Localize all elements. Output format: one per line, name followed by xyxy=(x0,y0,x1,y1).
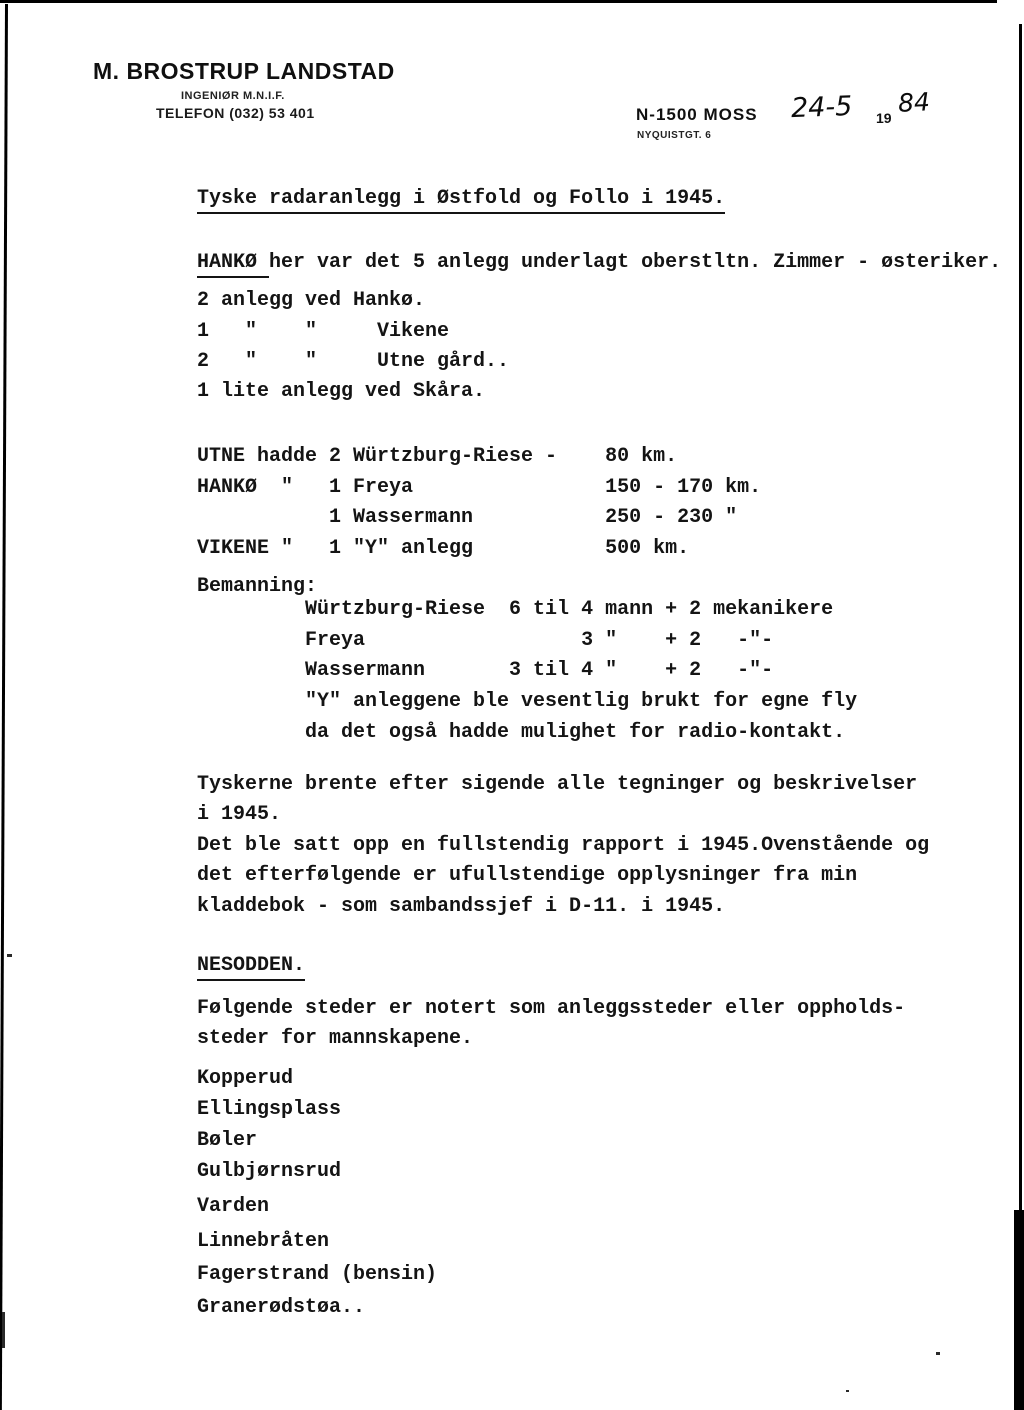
document-line xyxy=(197,576,317,598)
letterhead-name: M. BROSTRUP LANDSTAD xyxy=(93,58,395,84)
document-line xyxy=(197,835,929,857)
text: Linnebråten xyxy=(197,1230,330,1253)
document-line xyxy=(197,1130,257,1152)
document-line xyxy=(197,351,509,373)
text: i 1945. xyxy=(197,803,282,826)
text: Bøler xyxy=(197,1129,258,1152)
document-line xyxy=(197,1028,473,1050)
text: da det også hadde mulighet for radio-kontakt. xyxy=(197,721,846,744)
text: HANKØ " 1 Freya 150 - 170 km. xyxy=(197,476,762,499)
text: "Y" anleggene ble vesentlig brukt for egne fly xyxy=(197,690,858,713)
handwritten-day-month: 24-5 xyxy=(790,90,853,125)
document-line xyxy=(197,722,845,744)
scan-border-right xyxy=(1019,24,1022,1214)
underlined-text: Tyske radaranlegg i Østfold og Follo i 1945. xyxy=(197,187,725,214)
text: 1 " " Vikene xyxy=(197,320,450,343)
text: 2 " " Utne gård.. xyxy=(197,350,510,373)
underlined-text: HANKØ xyxy=(197,251,269,278)
document-line xyxy=(197,1297,365,1319)
text: Würtzburg-Riese 6 til 4 mann + 2 mekanikere xyxy=(197,598,834,621)
text: Fagerstrand (bensin) xyxy=(197,1263,438,1286)
text: 1 lite anlegg ved Skåra. xyxy=(197,380,486,403)
document-line xyxy=(197,477,761,499)
text: Tyskerne brente efter sigende alle tegninger og beskrivelser xyxy=(197,773,918,796)
scan-speck xyxy=(7,954,12,957)
text: Bemanning: xyxy=(197,575,318,598)
document-line xyxy=(197,998,905,1020)
document-line xyxy=(197,1161,341,1183)
document-line xyxy=(197,507,737,529)
document-line xyxy=(197,321,449,343)
text: Ellingsplass xyxy=(197,1098,342,1121)
handwritten-year: 84 xyxy=(897,87,931,118)
text: VIKENE " 1 "Y" anlegg 500 km. xyxy=(197,537,690,560)
scan-border-right-thick xyxy=(1014,1210,1024,1410)
text: Det ble satt opp en fullstendig rapport i 1945.Ovenstående og xyxy=(197,834,930,857)
document-line xyxy=(197,188,725,210)
document-line xyxy=(197,896,725,918)
document-line xyxy=(197,1196,269,1218)
document-line xyxy=(197,691,857,713)
document-line xyxy=(197,660,773,682)
document-line xyxy=(197,290,425,312)
printed-year-prefix: 19 xyxy=(876,110,892,126)
document-line xyxy=(197,538,689,560)
text: 2 anlegg ved Hankø. xyxy=(197,289,426,312)
text: Kopperud xyxy=(197,1067,294,1090)
letterhead-phone: TELEFON (032) 53 401 xyxy=(156,105,315,121)
document-line xyxy=(197,865,857,887)
document-line xyxy=(197,774,917,796)
document-line xyxy=(197,804,281,826)
document-line xyxy=(197,381,485,403)
text: her var det 5 anlegg underlagt oberstltn. Zimmer - østeriker. xyxy=(269,251,1002,274)
text: Varden xyxy=(197,1195,270,1218)
document-line xyxy=(197,955,305,977)
document-line xyxy=(197,599,833,621)
text: UTNE hadde 2 Würtzburg-Riese - 80 km. xyxy=(197,445,678,468)
document-line xyxy=(197,446,677,468)
address-city: N-1500 MOSS xyxy=(636,105,758,124)
text: Følgende steder er notert som anleggssteder eller oppholds- xyxy=(197,997,906,1020)
underlined-text: NESODDEN. xyxy=(197,954,305,981)
document-line xyxy=(197,1068,293,1090)
text: kladdebok - som sambandssjef i D-11. i 1945. xyxy=(197,895,726,918)
document-line xyxy=(197,630,773,652)
letterhead-title: INGENIØR M.N.I.F. xyxy=(181,90,285,102)
text: det efterfølgende er ufullstendige opplysninger fra min xyxy=(197,864,858,887)
text: Granerødstøa.. xyxy=(197,1296,366,1319)
scan-border-top xyxy=(0,0,997,3)
text: Wassermann 3 til 4 " + 2 -"- xyxy=(197,659,774,682)
document-line xyxy=(197,1099,341,1121)
text: steder for mannskapene. xyxy=(197,1027,474,1050)
scan-speck xyxy=(936,1352,940,1355)
scan-border-left xyxy=(0,4,8,1410)
address-street: NYQUISTGT. 6 xyxy=(637,130,712,141)
document-line xyxy=(197,1264,437,1286)
scan-speck xyxy=(2,1312,5,1348)
document-line xyxy=(197,252,1001,274)
text: Freya 3 " + 2 -"- xyxy=(197,629,774,652)
scan-speck xyxy=(846,1390,849,1392)
document-line xyxy=(197,1231,329,1253)
text: 1 Wassermann 250 - 230 " xyxy=(197,506,738,529)
text: Gulbjørnsrud xyxy=(197,1160,342,1183)
